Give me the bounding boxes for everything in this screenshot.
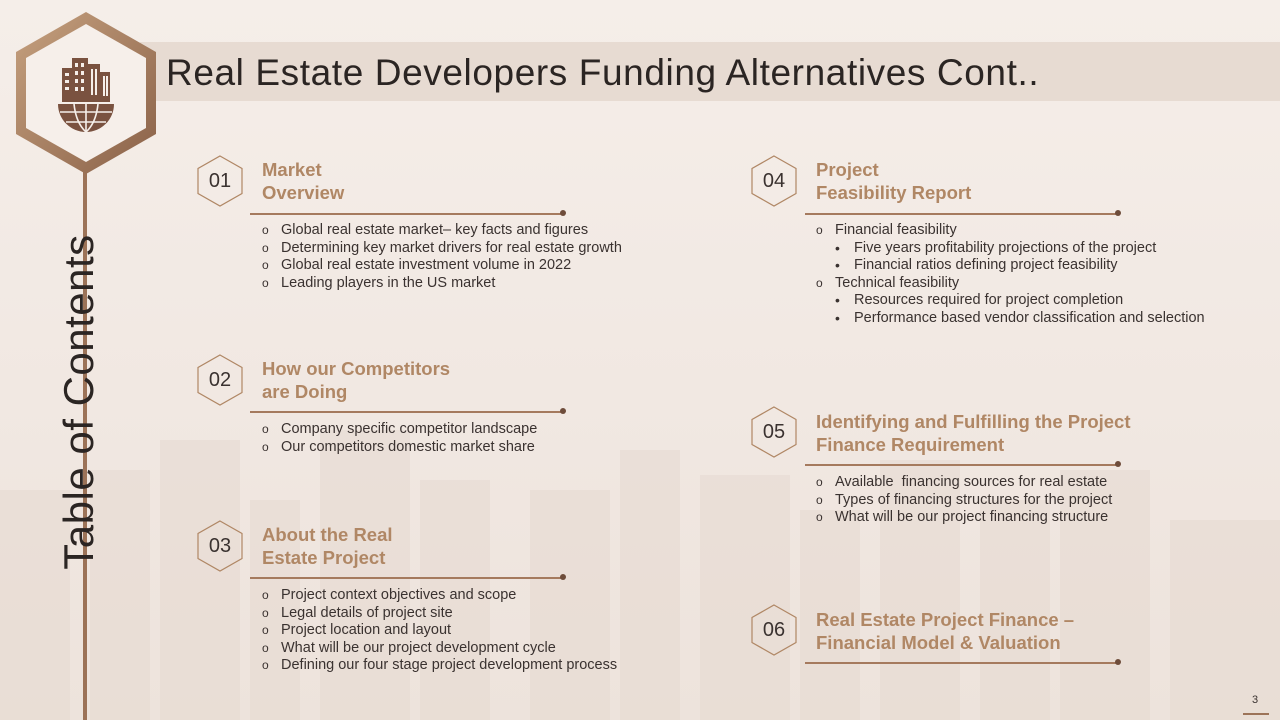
page-number: 3 [1251,694,1259,706]
list-item: o What will be our project development cycle [262,639,556,656]
list-item: o What will be our project financing structure [816,509,1109,526]
section-number: 01 [208,170,232,192]
list-item: o Leading players in the US market [262,274,496,291]
divider-end-dot [560,408,566,414]
section-title-competitors[interactable] [262,357,450,403]
list-item: o Types of financing structures for the project [816,491,1113,508]
section-title-text: Market Overview [262,159,345,203]
list-item: o Defining our four stage project development process [262,657,618,674]
list-item: o Project context objectives and scope [262,587,517,603]
list-item: o Our competitors domestic market share [262,438,535,455]
list-item: o Company specific competitor landscape [262,421,538,437]
list-item: o Available financing sources for real estate [816,474,1108,490]
list-item: o Global real estate investment volume in 2022 [262,257,572,274]
section-title-text: Identifying and Fulfilling the Project Finance Requirement [816,411,1131,455]
section-divider [250,411,563,413]
list-subitem: • Performance based vendor classification and selection [835,309,1205,326]
divider-end-dot [560,210,566,216]
section-title-finance-requirement[interactable] [816,410,1131,456]
section-02-list [262,421,537,456]
section-04-list [816,222,1205,328]
slide-title: Real Estate Developers Funding Alternatives Cont.. [166,52,1040,93]
divider-end-dot [1115,659,1121,665]
divider-end-dot [560,574,566,580]
divider-end-dot [1115,210,1121,216]
divider-end-dot [1115,461,1121,467]
table-of-contents-heading: Table of Contents [55,234,102,570]
section-title-feasibility-report[interactable] [816,158,971,204]
list-item: o Determining key market drivers for real estate growth [262,239,622,256]
section-title-text: How our Competitors are Doing [262,358,451,402]
page-number-underline [1243,713,1269,715]
list-subitem: • Resources required for project completion [835,292,1124,309]
section-title-text: Real Estate Project Finance – Financial Model & Valuation [816,609,1075,653]
section-number: 02 [208,369,232,391]
section-01-list [262,222,622,292]
list-item: o Project location and layout [262,622,452,639]
list-subitem: • Five years profitability projections of the project [835,239,1157,256]
section-number: 04 [762,170,786,192]
section-number: 05 [762,421,786,443]
list-item: o Global real estate market– key facts and figures [262,222,589,238]
section-number: 06 [762,619,786,641]
section-divider [805,213,1118,215]
section-divider [250,577,563,579]
section-title-real-estate-project[interactable] [262,523,393,569]
section-03-list [262,587,617,675]
section-divider [250,213,563,215]
list-item: o Financial feasibility [816,222,957,238]
section-title-financial-model[interactable] [816,608,1074,654]
section-title-market-overview[interactable] [262,158,344,204]
section-05-list [816,474,1112,527]
section-number: 03 [208,535,232,557]
list-item: o Technical feasibility [816,274,960,291]
section-divider [805,662,1118,664]
section-divider [805,464,1118,466]
section-title-text: Project Feasibility Report [816,159,972,203]
list-item: o Legal details of project site [262,604,453,621]
building-globe-icon [10,8,162,178]
section-title-text: About the Real Estate Project [262,524,393,568]
list-subitem: • Financial ratios defining project feasibility [835,257,1118,274]
